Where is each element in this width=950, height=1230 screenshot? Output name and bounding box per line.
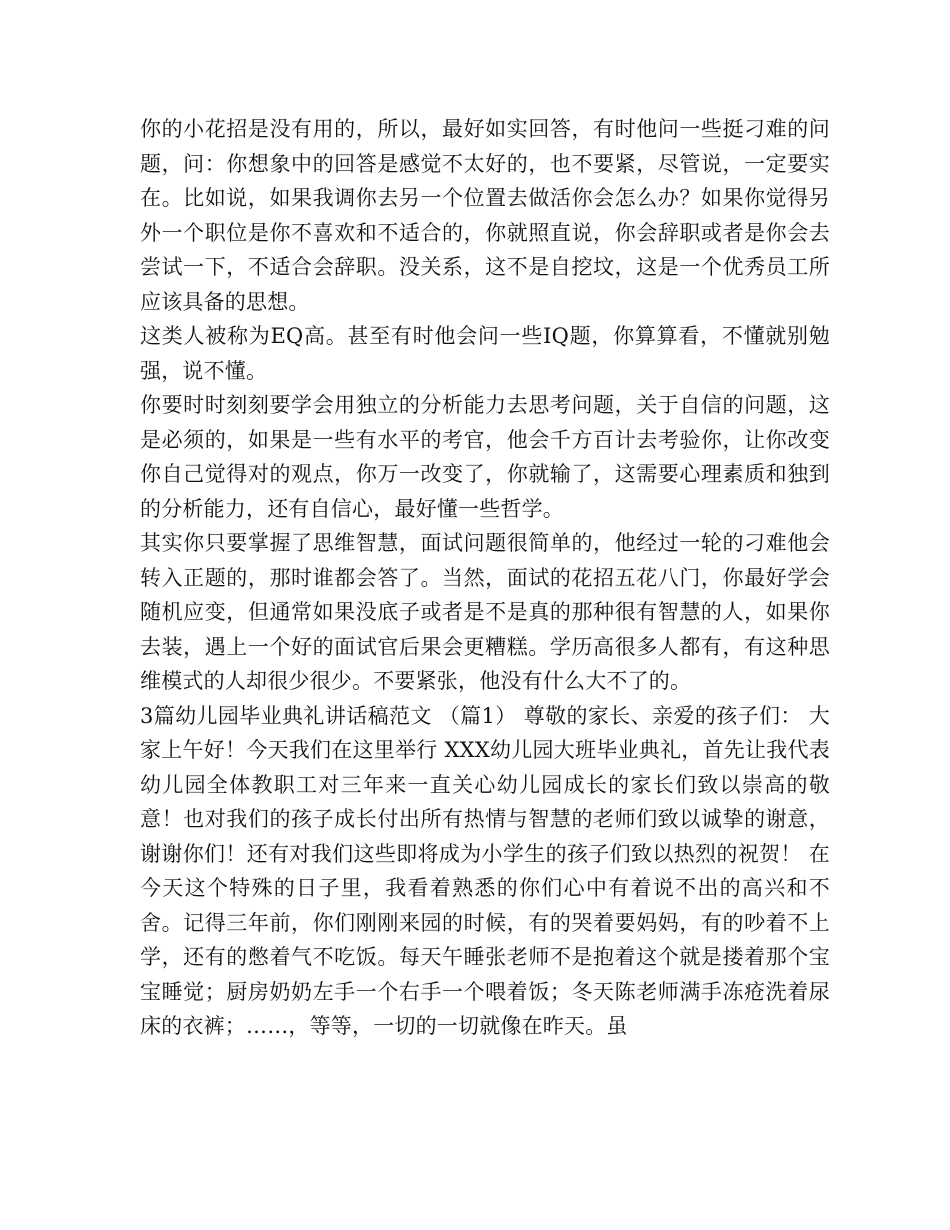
paragraph-2: 这类人被称为EQ高。甚至有时他会问一些IQ题，你算算看，不懂就别勉强，说不懂。	[140, 324, 830, 383]
paragraph-1: 你的小花招是没有用的，所以，最好如实回答，有时他问一些挺刁难的问题，问：你想象中的回答是感觉不太好的，也不要紧，尽管说，一定要实在。比如说，如果我调你去另一个位置去做活你会怎么办？如果你觉得另外一个职位是你不喜欢和不适合的，你就照直说，你会辞职或者是你会去尝试一下，不适合会辞职。没关系，这不是自挖坟，这是一个优秀员工所应该具备的思想。	[140, 117, 830, 314]
paragraph-4: 其实你只要掌握了思维智慧，面试问题很简单的，他经过一轮的刁难他会转入正题的，那时谁都会答了。当然，面试的花招五花八门，你最好学会随机应变，但通常如果没底子或者是不是真的那种很有智慧的人，如果你去装，遇上一个好的面试官后果会更糟糕。学历高很多人都有，有这种思维模式的人却很少很少。不要紧张，他没有什么大不了的。	[140, 531, 830, 693]
paragraph-3: 你要时时刻刻要学会用独立的分析能力去思考问题，关于自信的问题，这是必须的，如果是一些有水平的考官，他会千方百计去考验你，让你改变你自己觉得对的观点，你万一改变了，你就输了，这需要心理素质和独到的分析能力，还有自信心，最好懂一些哲学。	[140, 393, 830, 521]
paragraph-5: 3篇幼儿园毕业典礼讲话稿范文 （篇1） 尊敬的家长、亲爱的孩子们： 大家上午好！今天我们在这里举行 XXX幼儿园大班毕业典礼，首先让我代表幼儿园全体教职工对三年来一直关心幼儿园成长的家长们致以崇高的敬意！也对我们的孩子成长付出所有热情与智慧的老师们致以诚挚的谢意，谢谢你们！还有对我们这些即将成为小学生的孩子们致以热烈的祝贺！ 在今天这个特殊的日子里，我看着熟悉的你们心中有着说不出的高兴和不舍。记得三年前，你们刚刚来园的时候，有的哭着要妈妈，有的吵着不上学，还有的憋着气不吃饭。每天午睡张老师不是抱着这个就是搂着那个宝宝睡觉；厨房奶奶左手一个右手一个喂着饭；冬天陈老师满手冻疮洗着尿床的衣裤；……，等等，一切的一切就像在昨天。虽	[140, 703, 830, 1038]
document-body	[140, 112, 830, 1044]
